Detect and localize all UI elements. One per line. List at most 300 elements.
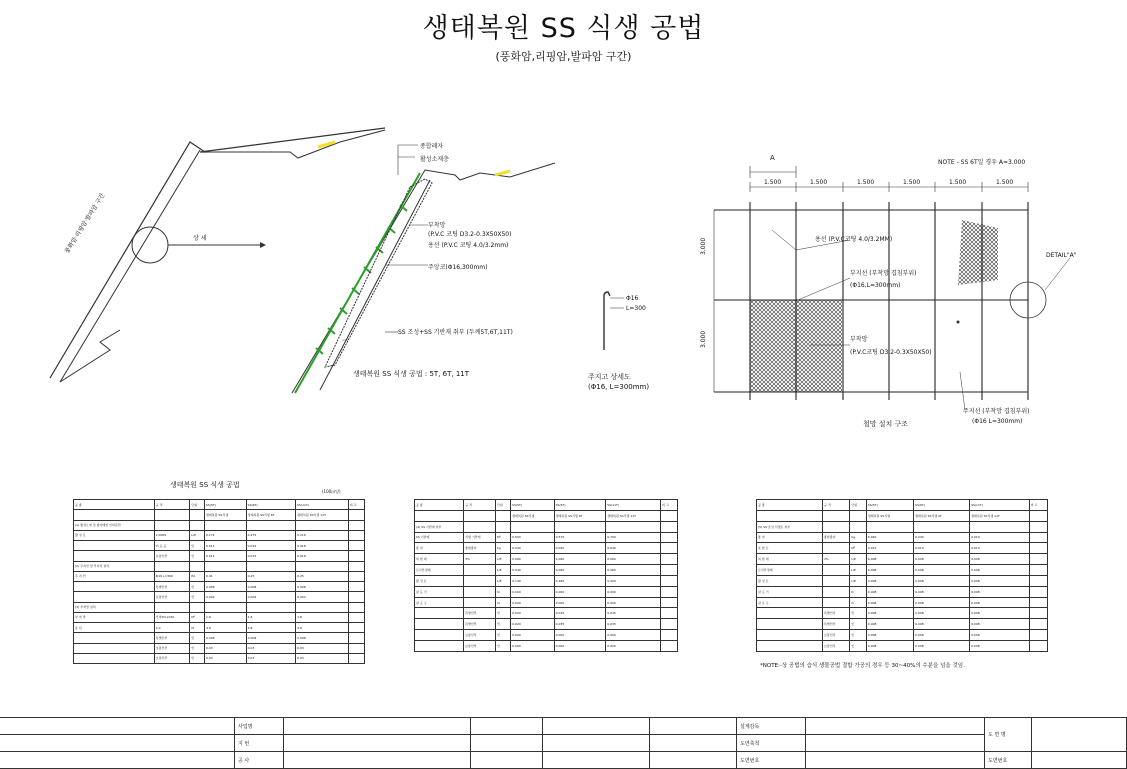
- table-cell: 0.216: [296, 530, 349, 540]
- detail-a-label: DETAIL"A": [1046, 252, 1077, 259]
- plan-view: [700, 150, 1120, 430]
- table-row: [74, 643, 365, 653]
- anchor-label-1: Φ16: [626, 295, 639, 302]
- table-row: [74, 602, 365, 612]
- table-cell: SS 기반재: [415, 532, 464, 543]
- table-cell: 규 격: [464, 500, 496, 511]
- table-cell: 보통인부: [464, 630, 496, 641]
- table-cell: 생태복원 SS식생 6T: [554, 510, 606, 521]
- plan-label-1: 용선 (P.V.C코팅 4.0/3.2MM): [815, 236, 893, 243]
- a-marker: A: [770, 154, 775, 162]
- table-cell: [348, 612, 364, 622]
- table-cell: [822, 597, 849, 608]
- table-cell: SS(5T): [511, 500, 554, 511]
- table-cell: 규 격: [154, 500, 190, 510]
- table-cell: [1029, 521, 1047, 532]
- table-cell: 0.008: [296, 582, 349, 592]
- plan-label-7: (Φ16 L=300mm): [972, 418, 1023, 425]
- table-cell: [661, 597, 678, 608]
- table-cell: 0.008: [204, 633, 246, 643]
- table-cell: 0.700: [606, 532, 661, 543]
- table-cell: hr: [495, 597, 510, 608]
- table-cell: [822, 521, 849, 532]
- table-row: [74, 592, 365, 602]
- plan-label-2: 부지선 (부착망 겹침부위): [850, 270, 917, 277]
- table-row: [74, 551, 365, 561]
- table-cell: [661, 521, 678, 532]
- table-cell: [348, 633, 364, 643]
- table-cell: 4.0: [154, 623, 190, 633]
- table-cell: 0.015: [246, 541, 295, 551]
- table-cell: [246, 561, 295, 571]
- table-subheader-row: [415, 510, 678, 521]
- table-cell: 0.040: [606, 543, 661, 554]
- table-cell: 1.8: [296, 612, 349, 622]
- table-cell: 생태복원 SS식생 11T: [296, 510, 349, 520]
- table-row: [757, 543, 1048, 554]
- table-cell: 규 격: [822, 500, 849, 511]
- table-cell: [348, 530, 364, 540]
- table-cell: [190, 561, 205, 571]
- table-cell: 단위: [190, 500, 205, 510]
- table-cell: [757, 640, 823, 651]
- table-cell: 공 종: [415, 500, 464, 511]
- section-caption: 생태복원 SS 식생 공법 : 5T, 6T, 11T: [353, 370, 470, 378]
- table-cell: 생태복원 SS식생 6T: [246, 510, 295, 520]
- table-cell: 0.011: [204, 551, 246, 561]
- table-cell: 종 자: [757, 532, 823, 543]
- table-cell: 보통인부: [822, 630, 849, 641]
- table-cell: [246, 520, 295, 530]
- table-cell: 0.010: [970, 532, 1030, 543]
- table-cell: 인: [850, 640, 867, 651]
- table-cell: [348, 623, 364, 633]
- table-cell: [495, 510, 510, 521]
- table-cell: 조 합 토: [757, 543, 823, 554]
- table-cell: 인: [190, 653, 205, 663]
- table-cell: [554, 521, 606, 532]
- table-cell: 살 포 구: [415, 597, 464, 608]
- table-row: [415, 640, 678, 651]
- table-cell: 용 선: [74, 623, 155, 633]
- table-cell: [661, 543, 678, 554]
- table-cell: 0.000: [554, 597, 606, 608]
- table-row: [757, 575, 1048, 586]
- table-cell: L/E: [495, 565, 510, 576]
- table-cell: kg: [495, 543, 510, 554]
- table-cell: [822, 510, 849, 521]
- table-cell: SS(5T): [866, 500, 913, 511]
- table-row: [415, 554, 678, 565]
- table-cell: 인: [190, 643, 205, 653]
- table-cell: 생태복원 SS식생: [511, 510, 554, 521]
- table-cell: 특별인부: [154, 633, 190, 643]
- tb-left-label-3: 공 사: [235, 752, 284, 769]
- table-cell: 0.000: [511, 630, 554, 641]
- dim-2: 1.500: [810, 179, 828, 186]
- table-cell: 0.040: [866, 532, 913, 543]
- table-cell: 0.040: [554, 543, 606, 554]
- table-cell: [348, 561, 364, 571]
- table-cell: SS(11T): [296, 500, 349, 510]
- table-cell: [464, 510, 496, 521]
- table-cell: [74, 643, 155, 653]
- table-cell: 인: [190, 541, 205, 551]
- table-row: [74, 561, 365, 571]
- table-cell: 인: [495, 640, 510, 651]
- table-cell: 생태복원 SS식생 11T: [970, 510, 1030, 521]
- table-cell: 0.008: [970, 630, 1030, 641]
- left-slope-label: 풍화암·리핑암·발파암 구간: [63, 192, 107, 255]
- table-cell: [1029, 510, 1047, 521]
- table-cell: 보통인부: [464, 640, 496, 651]
- table-cell: 식생 기반재: [464, 532, 496, 543]
- table-cell: 0.035: [606, 608, 661, 619]
- table-cell: 0.008: [866, 640, 913, 651]
- table-cell: [1029, 565, 1047, 576]
- table-row: [74, 530, 365, 540]
- table-row: [757, 597, 1048, 608]
- table-cell: 0.008: [970, 619, 1030, 630]
- table-cell: 0.000: [606, 640, 661, 651]
- table-cell: 0.060: [554, 554, 606, 565]
- tables-title: 생태복원 SS 식생 공법: [170, 481, 240, 489]
- table-row: [415, 630, 678, 641]
- table-cell: [1029, 575, 1047, 586]
- dim-4: 1.500: [903, 179, 921, 186]
- table-cell: 0.03: [204, 653, 246, 663]
- table-row: [74, 541, 365, 551]
- table-cell: 살 포 구: [757, 597, 823, 608]
- table-cell: 0.008: [914, 640, 970, 651]
- table-cell: 복 합 제: [757, 554, 823, 565]
- anchor-label-2: L=300: [626, 305, 646, 312]
- table-cell: 생태복원 SS식생: [866, 510, 913, 521]
- table-cell: [1029, 597, 1047, 608]
- table-cell: [1029, 608, 1047, 619]
- table-cell: 0.020: [511, 608, 554, 619]
- table-cell: [1029, 532, 1047, 543]
- table-row: [757, 586, 1048, 597]
- table-cell: 활 성 토: [415, 575, 464, 586]
- table-cell: (5) SS 조성 식생토 취부: [757, 521, 823, 532]
- table-header-row: [74, 500, 365, 510]
- table-cell: [850, 521, 867, 532]
- tb-right-label-1: 설계감독: [737, 718, 806, 735]
- table-cell: [74, 592, 155, 602]
- table-cell: L/E: [850, 575, 867, 586]
- table-cell: 0.008: [914, 554, 970, 565]
- table-cell: 0.275: [246, 530, 295, 540]
- table-cell: [661, 619, 678, 630]
- table-cell: [348, 541, 364, 551]
- callout-1: 종합레자: [420, 143, 444, 150]
- table-cell: [661, 554, 678, 565]
- table-cell: [415, 630, 464, 641]
- table-cell: [190, 520, 205, 530]
- table-cell: 인: [190, 633, 205, 643]
- table-cell: 0.500: [511, 532, 554, 543]
- table-row: [415, 565, 678, 576]
- table-cell: 0.020: [511, 619, 554, 630]
- table-cell: 0.41: [204, 571, 246, 581]
- table-cell: 0.035: [606, 619, 661, 630]
- dim-5: 1.500: [949, 179, 967, 186]
- tb-far-right-1: 도 면 명: [985, 718, 1032, 752]
- table-cell: M: [190, 623, 205, 633]
- table-cell: 0.000: [606, 597, 661, 608]
- callout-2: 활성소재층: [420, 156, 449, 163]
- table-cell: 0.008: [970, 565, 1030, 576]
- table-cell: [348, 582, 364, 592]
- table-cell: [464, 521, 496, 532]
- table-cell: 생태복원 SS식생: [204, 510, 246, 520]
- table-row: [415, 619, 678, 630]
- table-cell: 0.03: [296, 653, 349, 663]
- arrow-label: 상 세: [193, 235, 207, 242]
- table-cell: (4) SS 기반재 취부: [415, 521, 464, 532]
- table-cell: 부착D3.2x50: [154, 612, 190, 622]
- table-cell: Φ16 L=300: [154, 571, 190, 581]
- table-cell: 살 포 기: [757, 586, 823, 597]
- table-cell: 0.140: [511, 575, 554, 586]
- table-cell: 인: [850, 608, 867, 619]
- table-cell: 단위: [850, 500, 867, 511]
- table-cell: 0.008: [866, 586, 913, 597]
- table-cell: L/E: [190, 530, 205, 540]
- table-cell: [74, 551, 155, 561]
- table-cell: 특별인부: [464, 619, 496, 630]
- table-cell: [1029, 543, 1047, 554]
- table-cell: [154, 561, 190, 571]
- table-cell: 0.25: [296, 571, 349, 581]
- table-cell: [822, 586, 849, 597]
- table-row: [757, 554, 1048, 565]
- table-cell: SS(11T): [970, 500, 1030, 511]
- table-cell: 0.035: [554, 619, 606, 630]
- table-cell: 0.000: [554, 640, 606, 651]
- table-cell: 0.008: [866, 597, 913, 608]
- table-cell: (2) 주지선 및 부지선 설치: [74, 561, 155, 571]
- table-cell: 0.000: [606, 586, 661, 597]
- table-cell: [822, 575, 849, 586]
- table-cell: 0.008: [866, 619, 913, 630]
- table-cell: 0.000: [511, 597, 554, 608]
- tables-unit: (100㎡당): [322, 489, 341, 494]
- table-cell: 0.008: [970, 640, 1030, 651]
- anchor-caption: 주지고 상세도: [588, 373, 631, 381]
- plan-note: NOTE - SS 6T일 경우 A=3.000: [938, 159, 1026, 166]
- plan-label-5: (P.V.C코팅 D3.2-0.3X50X50): [850, 349, 932, 356]
- plan-label-3: (Φ16,L=300mm): [850, 282, 901, 289]
- table-cell: 비 고: [1029, 500, 1047, 511]
- table-cell: kg: [850, 532, 867, 543]
- table-cell: 0.008: [970, 597, 1030, 608]
- table-cell: 2,000S: [154, 530, 190, 540]
- table-cell: hr: [850, 597, 867, 608]
- tb-left-label-2: 지 번: [235, 735, 284, 752]
- table-cell: [296, 602, 349, 612]
- table-cell: 보통인부: [154, 592, 190, 602]
- table-cell: hr: [495, 586, 510, 597]
- table-cell: 인: [495, 619, 510, 630]
- table-cell: 보통인부: [154, 653, 190, 663]
- callout-4: (P.V.C 코팅 D3.2-0.3X50X50): [428, 231, 512, 238]
- tb-right-label-2: 도면축척: [737, 735, 806, 752]
- table-cell: [850, 510, 867, 521]
- table-cell: 0.03: [204, 643, 246, 653]
- table-cell: 0.008: [914, 575, 970, 586]
- callout-7: SS 조성+SS 기반재 취부 (두께5T,6T,11T): [398, 329, 513, 336]
- table-cell: 0.010: [970, 543, 1030, 554]
- table-cell: 0.008: [914, 608, 970, 619]
- dim-3: 1.500: [857, 179, 875, 186]
- table-cell: [661, 565, 678, 576]
- table-header-row: [757, 500, 1048, 511]
- table-cell: 0.000: [554, 630, 606, 641]
- table-cell: 인: [190, 551, 205, 561]
- table-cell: [154, 520, 190, 530]
- table-cell: [348, 592, 364, 602]
- table-cell: [1029, 640, 1047, 651]
- table-cell: 0.002: [246, 592, 295, 602]
- table-cell: 0.008: [866, 554, 913, 565]
- table-cell: 0.008: [914, 619, 970, 630]
- table-header-row: [415, 500, 678, 511]
- table-cell: [348, 602, 364, 612]
- table-cell: 0.008: [914, 597, 970, 608]
- table-cell: 0.040: [511, 543, 554, 554]
- table-cell: 종 자: [415, 543, 464, 554]
- table-cell: 인: [495, 608, 510, 619]
- table-cell: 인: [495, 630, 510, 641]
- table-cell: [348, 510, 364, 520]
- table-row: [757, 532, 1048, 543]
- table-row: [74, 623, 365, 633]
- table-cell: 0.03: [296, 643, 349, 653]
- table-3-note: *NOTE:-상 공법의 습식 생물공법 결합 가공의 경우 등 30~40%의 수분을 넘을 것임.: [760, 663, 965, 669]
- table-row: [74, 571, 365, 581]
- table-cell: 토사안정제: [757, 565, 823, 576]
- table-cell: 0.002: [204, 592, 246, 602]
- table-row: [415, 608, 678, 619]
- table-cell: 특별인부: [154, 582, 190, 592]
- table-cell: 0.008: [866, 565, 913, 576]
- table-cell: 0.008: [296, 633, 349, 643]
- table-cell: SS(5T): [204, 500, 246, 510]
- table-cell: 0.000: [511, 586, 554, 597]
- table-cell: 0.008: [866, 608, 913, 619]
- table-cell: 0.200: [606, 575, 661, 586]
- table-cell: 0.172: [204, 530, 246, 540]
- table-cell: [348, 520, 364, 530]
- table-cell: [154, 510, 190, 520]
- table-row: [757, 630, 1048, 641]
- table-row: [757, 521, 1048, 532]
- table-cell: [970, 521, 1030, 532]
- table-cell: [415, 510, 464, 521]
- table-cell: [154, 602, 190, 612]
- table-cell: [661, 586, 678, 597]
- table-cell: 0.03: [246, 643, 295, 653]
- table-row: [74, 582, 365, 592]
- table-cell: 복 합 제: [415, 554, 464, 565]
- table-cell: L/E: [850, 554, 867, 565]
- table-cell: 0.060: [606, 554, 661, 565]
- table-cell: 0.011: [204, 541, 246, 551]
- table-cell: 0.008: [914, 565, 970, 576]
- table-cell: 종합종자: [822, 532, 849, 543]
- table-cell: 0.000: [554, 586, 606, 597]
- callout-3: 부착망: [428, 222, 446, 229]
- quantity-table-3: [756, 499, 1048, 652]
- table-cell: 생태복원 SS식생 11T: [606, 510, 661, 521]
- tb-right-label-3: 도면번호: [737, 752, 806, 769]
- table-row: [415, 521, 678, 532]
- table-cell: EA: [190, 571, 205, 581]
- plan-label-6: 주지선 (부착망 겹침부위): [963, 408, 1030, 415]
- table-row: [757, 565, 1048, 576]
- table-cell: [1029, 630, 1047, 641]
- table-cell: SS(6T): [554, 500, 606, 511]
- table-cell: 생태복원 SS식생 6T: [914, 510, 970, 521]
- table-cell: 0.008: [914, 630, 970, 641]
- table-row: [74, 612, 365, 622]
- table-cell: [661, 532, 678, 543]
- table-cell: 4.8: [246, 623, 295, 633]
- table-cell: 비 고: [348, 500, 364, 510]
- table-cell: 공 종: [757, 500, 823, 511]
- table-cell: [246, 602, 295, 612]
- table-cell: [415, 619, 464, 630]
- table-cell: 인: [850, 630, 867, 641]
- table-cell: [757, 630, 823, 641]
- table-row: [757, 640, 1048, 651]
- table-row: [415, 543, 678, 554]
- table-cell: 0.000: [606, 630, 661, 641]
- table-cell: 0.008: [866, 630, 913, 641]
- table-cell: 1.8: [246, 612, 295, 622]
- table-cell: 종합종자: [464, 543, 496, 554]
- table-cell: 단위: [495, 500, 510, 511]
- table-cell: [464, 597, 496, 608]
- table-cell: 특별인부: [464, 608, 496, 619]
- table-cell: [495, 521, 510, 532]
- table-cell: 0.008: [914, 586, 970, 597]
- table-cell: SS(6T): [914, 500, 970, 511]
- title-block: [0, 717, 1127, 769]
- quantity-table-1: [73, 499, 365, 664]
- table-cell: [822, 565, 849, 576]
- table-cell: [866, 521, 913, 532]
- table-cell: [74, 633, 155, 643]
- table-cell: 0.018: [296, 551, 349, 561]
- table-row: [74, 633, 365, 643]
- table-cell: 0.040: [511, 565, 554, 576]
- vdim-1: 3.000: [700, 237, 707, 255]
- table-cell: 공 종: [74, 500, 155, 510]
- table-cell: [822, 543, 849, 554]
- table-cell: 토사안정제: [415, 565, 464, 576]
- table-cell: M³: [495, 532, 510, 543]
- table-cell: 인: [190, 592, 205, 602]
- table-cell: 0.008: [204, 582, 246, 592]
- table-cell: 0.060: [511, 554, 554, 565]
- table-cell: [1029, 619, 1047, 630]
- table-cell: M³: [850, 543, 867, 554]
- table-cell: [415, 640, 464, 651]
- table-cell: [296, 520, 349, 530]
